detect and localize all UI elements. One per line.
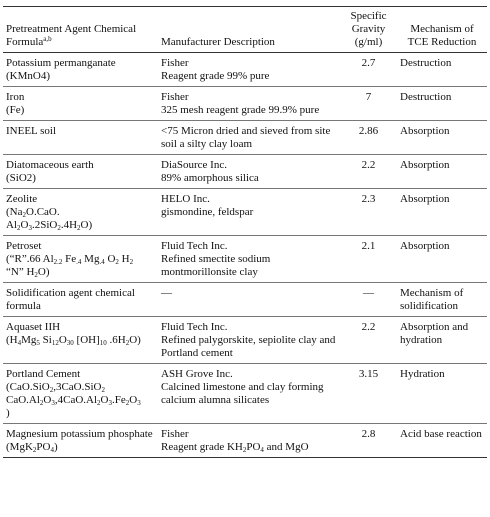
agent-cell: [3, 87, 158, 121]
agent-formula: ($H_4Mg_5$ $Si_{12}O_{30}$ $[OH]_{10}$ $.6H_2O$): [6, 334, 141, 347]
manufacturer-cell: [158, 189, 340, 236]
agent-cell: [3, 364, 158, 424]
header-specific-gravity: Specific Gravity (g/ml): [340, 10, 397, 53]
manufacturer-description: <75 Micron dried and sieved from site soil a silty clay loam: [161, 125, 331, 150]
agent-formula: (CaO.SiO$_2$,3CaO.SiO$_2$ $CaO.Al_2O_3,4CaO.Al_2O_3.Fe_2O_3$ ): [6, 381, 141, 419]
table-row: [3, 189, 487, 236]
specific-gravity-cell: 3.15: [340, 364, 397, 424]
manufacturer-name: DiaSource Inc.: [161, 159, 227, 171]
agent-formula: (KMnO4): [6, 70, 50, 82]
manufacturer-description: 325 mesh reagent grade 99.9% pure: [161, 104, 320, 116]
agent-cell: [3, 155, 158, 189]
table-row: [3, 155, 487, 189]
mechanism-cell: Absorption: [397, 189, 487, 236]
manufacturer-description: gismondine, feldspar: [161, 206, 254, 218]
header-manufacturer: Manufacturer Description: [158, 10, 340, 53]
table-row: [3, 283, 487, 317]
specific-gravity-cell: 2.2: [340, 155, 397, 189]
manufacturer-description: Refined palygorskite, sepiolite clay and Portland cement: [161, 334, 336, 359]
table-row: [3, 53, 487, 87]
agent-cell: [3, 283, 158, 317]
manufacturer-name: HELO Inc.: [161, 193, 210, 205]
pretreatment-agents-table: [3, 10, 487, 458]
agent-name: Magnesium potassium phosphate: [6, 428, 153, 440]
agent-cell: [3, 317, 158, 364]
manufacturer-description: Reagent grade 99% pure: [161, 70, 270, 82]
agent-cell: [3, 121, 158, 155]
specific-gravity-cell: 2.8: [340, 424, 397, 458]
agent-formula: (SiO2): [6, 172, 36, 184]
table-row: [3, 317, 487, 364]
manufacturer-name: Fluid Tech Inc.: [161, 240, 228, 252]
manufacturer-cell: [158, 53, 340, 87]
agent-name: Potassium permanganate: [6, 57, 116, 69]
agent-name: Portland Cement: [6, 368, 81, 380]
mechanism-cell: Mechanism of solidification: [397, 283, 487, 317]
manufacturer-cell: —: [158, 283, 340, 317]
manufacturer-cell: [158, 364, 340, 424]
agent-name: Solidification agent chemical formula: [6, 287, 135, 312]
agent-name: INEEL soil: [6, 125, 56, 137]
agent-name: Zeolite: [6, 193, 38, 205]
manufacturer-name: Fluid Tech Inc.: [161, 321, 228, 333]
agent-name: Aquaset IIH: [6, 321, 61, 333]
agent-formula: (“R”.66 $Al_{2.2}$ $Fe_{.4}$ $Mg_{.4}$ $O_2$ $H_2$ “N” $H_2O$): [6, 253, 134, 279]
specific-gravity-cell: —: [340, 283, 397, 317]
mechanism-cell: Acid base reaction: [397, 424, 487, 458]
agent-formula: $(MgK_2PO_4)$: [6, 441, 58, 454]
specific-gravity-cell: 2.86: [340, 121, 397, 155]
agent-cell: [3, 189, 158, 236]
mechanism-cell: Destruction: [397, 87, 487, 121]
manufacturer-description: Reagent grade $KH_2PO_4$ and MgO: [161, 441, 309, 454]
agent-name: Petroset: [6, 240, 42, 252]
header-row: [3, 10, 487, 53]
agent-formula: (Fe): [6, 104, 25, 116]
manufacturer-cell: [158, 121, 340, 155]
manufacturer-cell: [158, 236, 340, 283]
table-top-rule: [3, 6, 487, 7]
specific-gravity-cell: 7: [340, 87, 397, 121]
table-row: [3, 364, 487, 424]
manufacturer-cell: [158, 317, 340, 364]
agent-name: Diatomaceous earth: [6, 159, 94, 171]
agent-name: Iron: [6, 91, 25, 103]
manufacturer-name: Fisher: [161, 91, 189, 103]
manufacturer-cell: [158, 87, 340, 121]
manufacturer-cell: [158, 155, 340, 189]
agent-cell: [3, 236, 158, 283]
manufacturer-name: Fisher: [161, 428, 189, 440]
mechanism-cell: Absorption: [397, 236, 487, 283]
manufacturer-name: Fisher: [161, 57, 189, 69]
header-mechanism: Mechanism of TCE Reduction: [397, 10, 487, 53]
manufacturer-name: ASH Grove Inc.: [161, 368, 233, 380]
specific-gravity-cell: 2.1: [340, 236, 397, 283]
table-row: [3, 87, 487, 121]
manufacturer-description: Calcined limestone and clay forming calcium alumna silicates: [161, 381, 324, 406]
agent-cell: [3, 53, 158, 87]
table-row: [3, 236, 487, 283]
mechanism-cell: Destruction: [397, 53, 487, 87]
specific-gravity-cell: 2.3: [340, 189, 397, 236]
table-row: [3, 121, 487, 155]
specific-gravity-cell: 2.7: [340, 53, 397, 87]
manufacturer-description: 89% amorphous silica: [161, 172, 259, 184]
manufacturer-description: Refined smectite sodium montmorillonsite clay: [161, 253, 271, 278]
agent-cell: [3, 424, 158, 458]
manufacturer-cell: [158, 424, 340, 458]
mechanism-cell: Absorption and hydration: [397, 317, 487, 364]
mechanism-cell: Hydration: [397, 364, 487, 424]
header-agent-formula: Pretreatment Agent Chemical Formula$^{a,b}$: [3, 10, 158, 53]
mechanism-cell: Absorption: [397, 155, 487, 189]
agent-formula: ($Na_2O.CaO$. $Al_2O_3.2SiO_2.4H_2O$): [6, 206, 93, 232]
mechanism-cell: Absorption: [397, 121, 487, 155]
specific-gravity-cell: 2.2: [340, 317, 397, 364]
table-row: [3, 424, 487, 458]
